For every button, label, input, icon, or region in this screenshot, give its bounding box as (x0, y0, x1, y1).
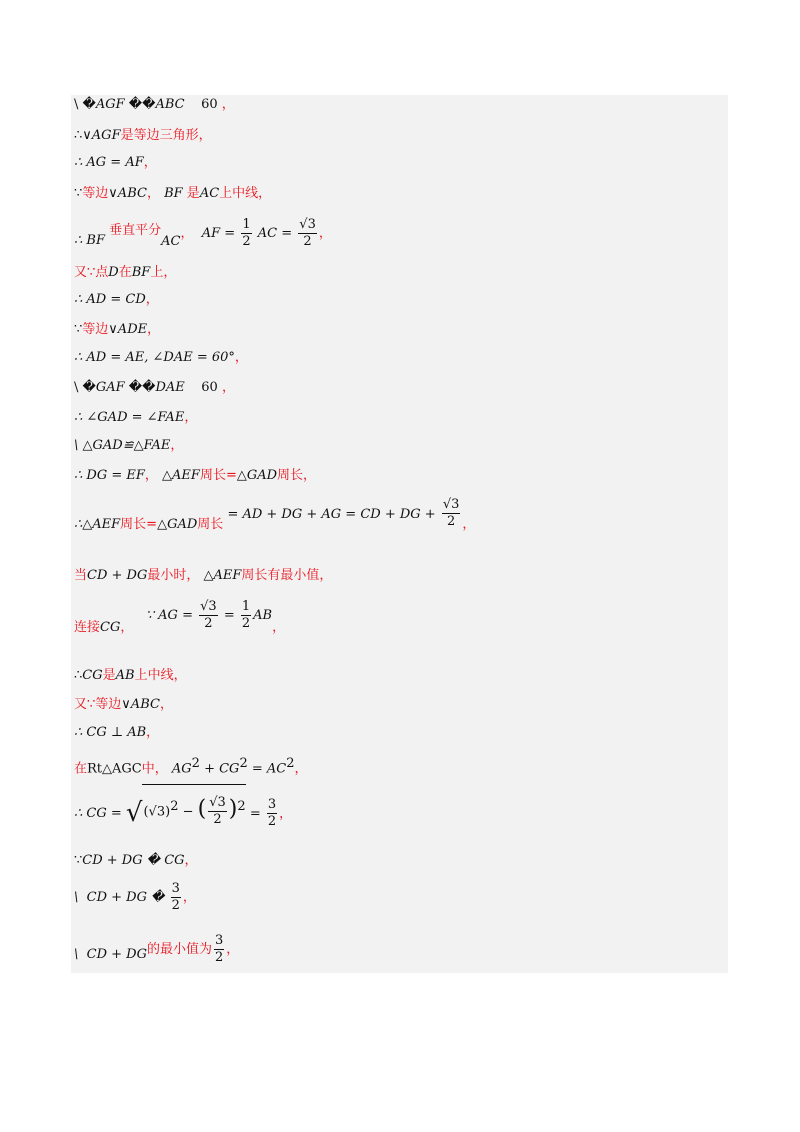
math: AC (161, 234, 181, 249)
math: DAE (155, 380, 185, 395)
text: 等边 (95, 697, 122, 712)
line-20 (74, 756, 308, 777)
denominator: 2 (213, 812, 222, 828)
math: D (108, 265, 119, 280)
numerator: √3 (200, 599, 217, 614)
fraction (241, 217, 251, 250)
numerator: 3 (215, 933, 224, 948)
text: ， (145, 292, 159, 307)
text: ， (279, 806, 293, 822)
numerator: 1 (241, 599, 251, 614)
math: CD + DG � CG (82, 853, 185, 868)
text: ， (184, 853, 198, 868)
fraction (214, 933, 224, 966)
text: 周长= (199, 468, 237, 483)
text: �� (124, 97, 156, 112)
line-8 (74, 322, 160, 338)
denominator: 2 (204, 616, 213, 631)
text: 等边 (82, 186, 109, 201)
line-18 (74, 697, 173, 713)
math: AGF (95, 97, 125, 112)
text: ∵ (74, 853, 83, 868)
math: ∴△AEF (74, 517, 121, 532)
math: ∴ DG = EF (74, 468, 145, 483)
text: ， (170, 438, 184, 453)
text: ， (184, 410, 198, 425)
text: ， (180, 226, 198, 241)
text: ， (217, 97, 235, 112)
math: ∵ AG = (145, 608, 193, 623)
text: ∴ (74, 668, 83, 683)
text: 中， (141, 761, 172, 777)
line-2 (74, 128, 212, 144)
math: + CG (199, 761, 240, 777)
math: △GAD (157, 517, 198, 532)
text: ， (217, 380, 235, 395)
text: ， (294, 761, 308, 777)
math: △AEF (203, 568, 242, 583)
fraction (298, 217, 317, 250)
text: 上， (150, 265, 177, 280)
math: BF (131, 265, 151, 280)
text: ， (272, 620, 286, 635)
line-22 (74, 853, 198, 869)
denominator: 2 (171, 898, 180, 913)
numerator: √3 (299, 217, 316, 232)
text: 的最小值为 (146, 942, 212, 957)
line-13 (74, 468, 316, 484)
line-1 (74, 97, 235, 113)
math: AGF (91, 128, 121, 143)
math: = (249, 806, 261, 822)
text: ∵ (74, 322, 83, 337)
denominator: 2 (446, 514, 456, 529)
math: ∴ AD = CD (74, 292, 146, 307)
text: ， (120, 620, 142, 635)
math: AF = (201, 226, 236, 241)
line-7 (74, 292, 159, 308)
radicand (142, 784, 245, 834)
line-11 (74, 410, 197, 426)
fraction (171, 881, 181, 914)
denominator: 2 (303, 234, 312, 249)
text: \ � (74, 97, 96, 112)
paren: ) (228, 796, 238, 822)
line-12 (74, 438, 183, 454)
text: 上中线， (219, 186, 272, 201)
math: ∴ CG ⊥ AB (74, 725, 147, 740)
text: 等边 (82, 322, 109, 337)
text: �� (124, 380, 156, 395)
text: 周长 (197, 517, 224, 532)
text: 周长= (120, 517, 158, 532)
exponent: 2 (191, 756, 200, 771)
math: 60 (184, 97, 218, 112)
math: = AC (247, 761, 287, 777)
denominator: 2 (242, 234, 251, 249)
text: 在 (74, 761, 88, 777)
text: ， (462, 517, 476, 532)
text: ， (144, 468, 163, 483)
denominator: 2 (241, 616, 251, 631)
line-4 (74, 186, 271, 202)
text: 在 (118, 265, 132, 280)
math: − (178, 804, 198, 820)
math: = AD + DG + AG = CD + DG + (227, 507, 436, 522)
text: ， (234, 350, 248, 365)
text: 又∵点 (74, 265, 109, 280)
numerator: 1 (242, 217, 251, 232)
line-5 (74, 216, 332, 252)
text: 是 (182, 186, 200, 201)
text: ， (146, 186, 165, 201)
text: ， (146, 725, 160, 740)
line-23 (74, 880, 196, 916)
line-3 (74, 155, 157, 171)
text: 是 (102, 668, 116, 683)
math: AC (199, 186, 220, 201)
denominator: 2 (215, 950, 224, 965)
math: 60 (184, 380, 218, 395)
numerator: √3 (209, 795, 226, 811)
math: ∴ ∠GAD = ∠FAE (74, 410, 185, 425)
math: △GAD (236, 468, 278, 483)
line-17 (74, 668, 187, 684)
numerator: √3 (442, 497, 460, 512)
numerator: 3 (267, 797, 277, 813)
text: ， (226, 942, 240, 957)
line-6 (74, 265, 176, 281)
math: ABC (155, 97, 185, 112)
denominator: 2 (267, 814, 277, 830)
math: \ CD + DG (74, 947, 147, 962)
text: 周长， (277, 468, 317, 483)
text: 连接 (74, 620, 101, 635)
text: ， (147, 322, 161, 337)
line-15 (74, 568, 332, 584)
text: 垂直平分 (109, 223, 162, 238)
text: ， (143, 155, 157, 170)
line-16 (74, 598, 285, 634)
text: 又∵ (74, 697, 96, 712)
exponent: 2 (170, 799, 179, 814)
numerator: 3 (171, 881, 180, 896)
math: AC = (257, 226, 293, 241)
text: 上中线， (134, 668, 187, 683)
text: 周长有最小值， (241, 568, 333, 583)
math: Rt△AGC (87, 761, 142, 777)
math: AB (253, 608, 273, 623)
math: = (223, 608, 235, 623)
fraction (241, 599, 251, 632)
radical-sign: √ (125, 798, 143, 829)
math: ∨ABC (108, 186, 147, 201)
paren: ( (197, 796, 207, 822)
line-9 (74, 350, 248, 366)
fraction (267, 797, 277, 830)
line-14 (74, 496, 475, 532)
exponent: 2 (286, 756, 295, 771)
line-10 (74, 380, 235, 396)
text: \ � (74, 380, 96, 395)
math: ∴ AD = AE, ∠DAE = 60° (74, 350, 235, 365)
exponent: 2 (237, 799, 246, 814)
text: ， (182, 890, 196, 905)
exponent: 2 (239, 756, 248, 771)
text: 当 (74, 568, 88, 583)
math: BF (164, 186, 183, 201)
math: AG (171, 761, 192, 777)
text: ， (159, 697, 173, 712)
text: ∴∨ (74, 128, 92, 143)
fraction (442, 497, 461, 530)
math: ∨ABC (121, 697, 160, 712)
math: GAF (95, 380, 125, 395)
text: 最小时， (147, 568, 204, 583)
math: ∴ BF (74, 233, 105, 248)
math: ∴ CG = (74, 806, 122, 822)
math: △AEF (162, 468, 200, 483)
math: \ △GAD≌△FAE (74, 438, 171, 453)
math: ∨ADE (108, 322, 148, 337)
math: ∴ AG = AF (74, 155, 144, 170)
text: ， (318, 226, 332, 241)
math: \ CD + DG � (74, 890, 165, 905)
line-21 (74, 786, 292, 836)
math: CD + DG (87, 568, 148, 583)
text: ∵ (74, 186, 83, 201)
math: (√3) (143, 804, 171, 820)
math: AB (115, 668, 135, 683)
math: CG (100, 620, 121, 635)
fraction (199, 599, 218, 632)
text: 是等边三角形， (120, 128, 212, 143)
line-19 (74, 725, 159, 741)
math: CG (82, 668, 103, 683)
line-24 (74, 932, 239, 968)
fraction (208, 795, 227, 828)
